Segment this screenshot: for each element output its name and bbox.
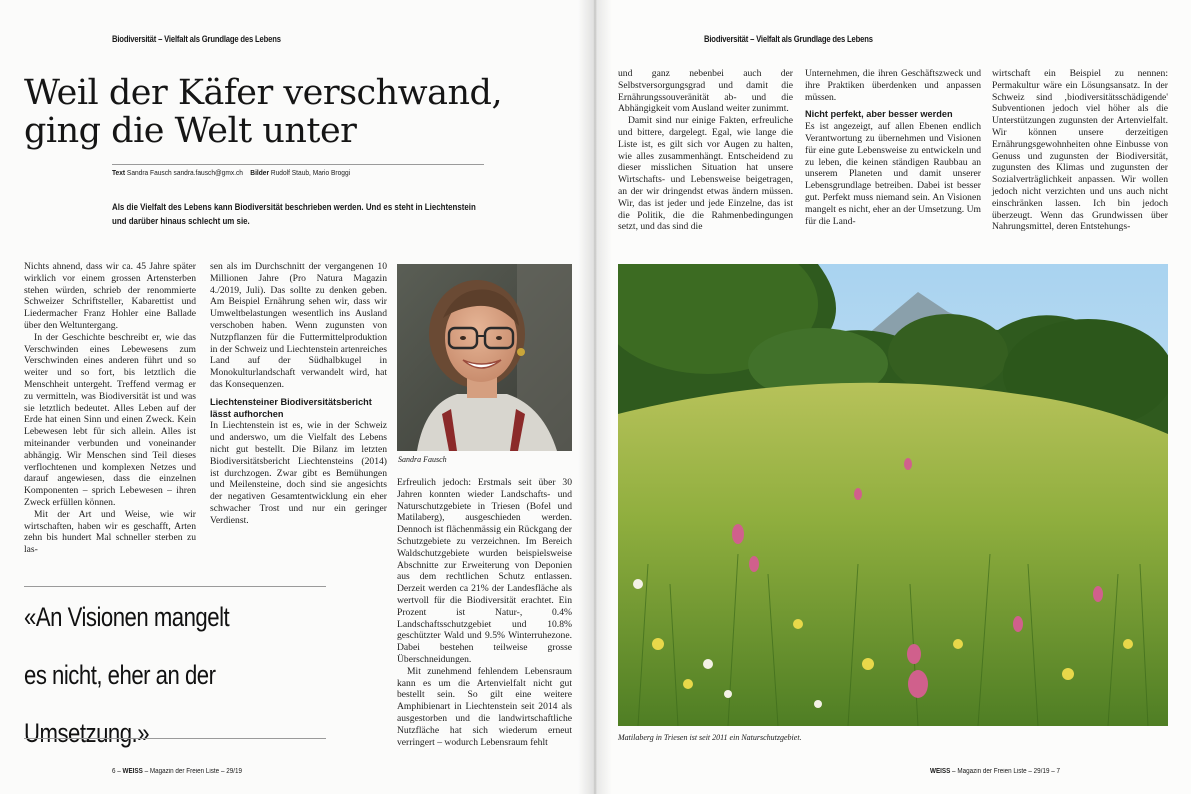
headline [24, 74, 502, 150]
credits-images-value: Rudolf Staub, Mario Broggi [270, 168, 351, 177]
col6-paragraph-1: wirtschaft ein Beispiel zu nennen: Permakultur wäre ein Lösungsansatz. In der Schweiz sind ‚biodiversitätsschädigende' Subventionen jedoch viel höher als die Unterstützungen zugunsten der Artenvielfalt. Wir können unsere derzeitigen Ernährungsgewohnheiten ohne Einbusse von Genuss und zugunsten der Biodiversität, zugunsten des Klimas und zugunsten der Sozialverträglichkeit anpassen. Wir wollen jedoch nicht verzichten und uns auch nicht einschränken lassen. Ich bin jedoch überzeugt. Wenn das Grundwissen über Nahrungsmittel, deren Entstehungs- [992, 68, 1168, 233]
footer-left-page-number: 6 [112, 768, 116, 775]
credits-images-label: Bilder [250, 168, 270, 177]
left-page [0, 0, 595, 794]
headline-line-1: Weil der Käfer verschwand, [24, 73, 503, 113]
portrait-photo [397, 264, 572, 451]
body-column-5 [805, 68, 981, 227]
pull-quote-line-1: «An Visionen mangelt [24, 602, 230, 632]
section-rubric-right: Biodiversität – Vielfalt als Grundlage des Lebens [704, 34, 873, 44]
col4-paragraph-1: und ganz nebenbei auch der Selbstversorgungsgrad und damit die Ernährungssouveränität ab- und die Abhängigkeit vom Ausland weiter zunimmt. [618, 68, 793, 115]
pull-quote-line-3: Umsetzung.» [24, 718, 150, 748]
col5-subheading: Nicht perfekt, aber besser werden [805, 109, 953, 120]
body-column-2 [210, 261, 387, 527]
lead-paragraph: Als die Vielfalt des Lebens kann Biodiversität beschrieben werden. Und es steht in Liechtenstein und darüber hinaus schlecht um sie. [112, 202, 476, 226]
quote-rule-top [24, 586, 326, 587]
portrait-caption: Sandra Fausch [398, 455, 447, 464]
pull-quote-line-2: es nicht, eher an der [24, 660, 216, 690]
meadow-photo [618, 264, 1168, 726]
col2-paragraph-1: sen als im Durchschnitt der vergangenen 10 Millionen Jahre (Pro Natura Magazin 4./2019, Juli). Das sollte zu denken geben. Am Beispiel Ernährung sehen wir, dass wir Umweltbelastungen wesentlich ins Ausland verschoben haben. Wenn zugunsten von Nutzpflanzen für die Futtermittelproduktion in der Schweiz und Liechtenstein artenreiches Land auf der Südhalbkugel in Monokulturlandschaft verwandelt wird, hat das Konsequenzen. [210, 261, 387, 390]
body-column-3 [397, 477, 572, 748]
col5-paragraph-2: Es ist angezeigt, auf allen Ebenen endlich Verantwortung zu übernehmen und Visionen für eine gute Lebensweise zu entwickeln und zu leben, die keinen ständigen Raubbau an unserem Planeten und damit unserer Lebensgrundlage betreiben. Dabei ist besser gut. Perfekt muss niemand sein. An Visionen mangelt es nicht, eher an der Umsetzung. Um für die Land- [805, 121, 981, 227]
footer-left-issue: 29/19 [226, 768, 242, 775]
credits-text-label: Text [112, 168, 126, 177]
footer-right-magazine: Magazin der Freien Liste [957, 768, 1027, 775]
portrait-illustration [397, 264, 572, 451]
meadow-illustration [618, 264, 1168, 726]
footer-left-magazine: Magazin der Freien Liste [149, 768, 220, 775]
col4-paragraph-2: Damit sind nur einige Fakten, erfreuliche und bittere, dargelegt. Egal, wie lange die Liste ist, es gilt sich vor Augen zu halten, wie alles zusammenhängt. Entscheidend zu dieser misslichen Situation hat unsere Wirtschafts- und Lebensweise beigetragen, an der wir dringendst etwas ändern müssen. Wir, das ist jeder und jede Einzelne, das ist die Politik, die die Rahmenbedingungen setzt, und das sind die [618, 115, 793, 233]
body-column-1 [24, 261, 196, 556]
footer-left-brand: WEISS [122, 768, 143, 775]
footer-right-page-number: 7 [1056, 768, 1060, 775]
quote-rule-bottom [24, 738, 326, 739]
col3-paragraph-1: Erfreulich jedoch: Erstmals seit über 30 Jahren konnten wieder Landschafts- und Naturschutzgebiete in Triesen (Bofel und Matilaberg), ausgeschieden werden. Dennoch ist flächenmässig ein Rückgang der Schutzgebiete zu verzeichnen. Im Bereich Waldschutzgebiete wurden beispielsweise Abschnitte zur Erweiterung von Deponien aus dem rechtlichen Schutz entlassen. Derzeit werden ca 21% der Landesfläche als wertvoll für die Biodiversität erachtet. Ein Prozent ist Natur-, 0.4% Landschaftsschutzgebiet und 10.8% geschützter Wald und 9.5% Winterruhezone. Dabei bestehen teilweise grosse Überschneidungen. [397, 477, 572, 665]
credits-text-value: Sandra Fausch sandra.fausch@gmx.ch [126, 168, 243, 177]
right-page [595, 0, 1191, 794]
col1-paragraph-3: Mit der Art und Weise, wie wir wirtschaften, haben wir es geschafft, Arten zehn bis hundert Mal schneller sterben zu las- [24, 508, 196, 556]
body-column-4 [618, 68, 793, 233]
col5-paragraph-1: Unternehmen, die ihren Geschäftszweck und ihre Praktiken überdenken und anpassen müssen. [805, 68, 981, 103]
col1-paragraph-1: Nichts ahnend, dass wir ca. 45 Jahre später wirklich vor einem grossen Artensterben stehen würden, schrieb der renommierte Schweizer Schriftsteller, Kabarettist und Liedermacher Franz Hohler eine Ballade über den Weltuntergang. [24, 261, 196, 331]
credits-line [112, 168, 350, 177]
col3-paragraph-2: Mit zunehmend fehlendem Lebensraum kann es um die Artenvielfalt nicht gut bestellt sein. So gilt eine weitere Amphibienart in Liechtenstein seit 2014 als ausgestorben und die landwirtschaftliche Nutzfläche hat sich wiederum erneut verringert – wodurch Lebensraum fehlt [397, 665, 572, 748]
body-column-6 [992, 68, 1168, 233]
col2-paragraph-2: In Liechtenstein ist es, wie in der Schweiz und anderswo, um die Vielfalt des Lebens nicht gut bestellt. Die Bilanz im letzten Biodiversitätsbericht Liechtensteins (2014) ist durchzogen. Zwar gibt es Bemühungen und Meilensteine, doch sind sie angesichts der negativen Gesamtentwicklung ein eher schwacher Trost und nur ein geringer Verdienst. [210, 420, 387, 526]
section-rubric-left: Biodiversität – Vielfalt als Grundlage des Lebens [112, 34, 281, 44]
headline-rule [112, 164, 484, 165]
footer-right-brand: WEISS [930, 768, 951, 775]
meadow-caption: Matilaberg in Triesen ist seit 2011 ein Naturschutzgebiet. [618, 733, 802, 742]
col2-subheading: Liechtensteiner Biodiversitätsbericht lässt aufhorchen [210, 396, 372, 419]
footer-right: WEISS – Magazin der Freien Liste – 29/19 – 7 [930, 768, 1060, 775]
pull-quote [24, 588, 229, 762]
footer-right-issue: 29/19 [1033, 768, 1050, 775]
footer-left: 6 – WEISS – Magazin der Freien Liste – 29/19 [112, 768, 242, 775]
col1-paragraph-2: In der Geschichte beschreibt er, wie das Verschwinden eines Lebewesens zum Verschwinden eines anderen führt und so weiter und so fort, bis letztlich die Menschheit untergeht. Treffend vermag er zu vermitteln, was Biodiversität ist und was sie letztlich bedeutet. Alles Leben auf der Erde hat einen Sinn und einen Zweck. Kein Lebewesen lebt für sich allein. Alles ist miteinander verbunden und voneinander abhängig. Wir Menschen sind Teil dieses verflochtenen und komplexen Netzes und darauf angewiesen, dass die einzelnen Komponenten – sprich Lebewesen – ihren Zweck erfüllen können. [24, 331, 196, 508]
headline-line-2: ging die Welt unter [24, 111, 357, 151]
